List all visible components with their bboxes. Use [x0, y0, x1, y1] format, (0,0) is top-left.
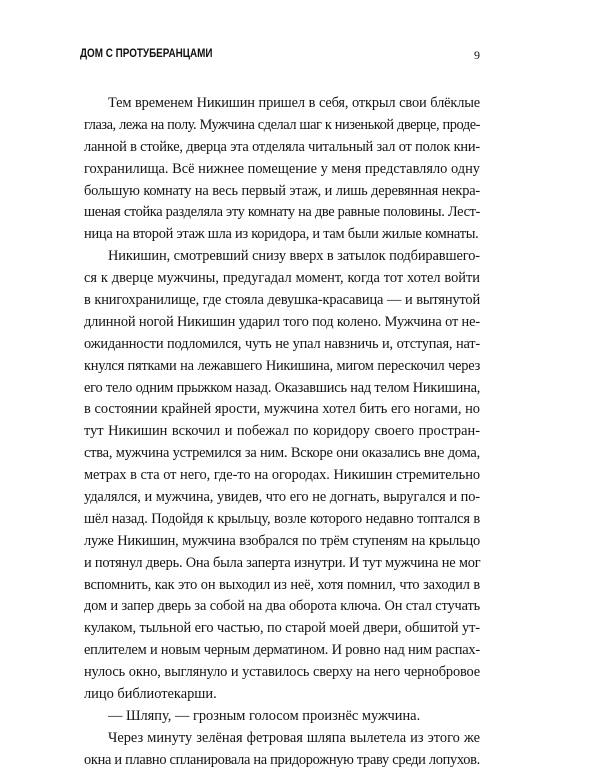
text-line: Никишин, смотревший снизу вверх в затылок подбиравшего-: [108, 248, 480, 265]
text-line: кулаком, тыльной его частью, по старой моей двери, обшитой ут-: [84, 620, 480, 637]
text-line: гохранилища. Всё нижнее помещение у меня представляло одну: [84, 160, 480, 177]
body-text: [84, 93, 480, 772]
text-line: ства, мужчина устремился за ним. Вскоре они оказались вне дома,: [84, 445, 480, 462]
text-line: его тело одним прыжком назад. Оказавшись над телом Никишина,: [84, 379, 481, 396]
text-line: нулось окно, выглянуло и уставилось сверху на него чернобровое: [84, 664, 480, 681]
text-line: большую комнату на весь первый этаж, и лишь деревянная некра-: [84, 182, 480, 199]
text-line: еплителем и новым черным дерматином. И ровно над ним распах-: [84, 642, 480, 659]
text-line: Тем временем Никишин пришел в себя, открыл свои блёклые: [108, 95, 480, 111]
text-line: Через минуту зелёная фетровая шляпа вылетела из этого же: [108, 729, 480, 746]
running-title: ДОМ С ПРОТУБЕРАНЦАМИ: [80, 48, 213, 60]
text-line: кнулся пятками на лежавшего Никишина, мигом перескочил через: [84, 357, 480, 374]
text-line: в состоянии крайней ярости, мужчина хотел бить его ногами, но: [84, 401, 480, 418]
text-line: — Шляпу, — грозным голосом произнёс мужчина.: [108, 707, 421, 724]
text-line: ница на второй этаж шла из коридора, и там были жилые комнаты.: [84, 226, 479, 243]
text-line: луже Никишин, мужчина взобрался по трём ступеням на крыльцо: [84, 532, 480, 549]
text-line: ся к дверце мужчины, предугадал момент, когда тот хотел войти: [84, 270, 480, 287]
text-line: ожиданности подломился, чуть не упал навзничь и, отступая, нат-: [84, 335, 480, 352]
text-line: метрах в ста от него, где-то на огородах. Никишин стремительно: [84, 467, 480, 484]
text-line: в книгохранилище, где стояла девушка-красавица — и вытянутой: [84, 292, 480, 309]
text-line: и потянул дверь. Она была заперта изнутри. И тут мужчина не мог: [84, 554, 481, 571]
text-line: удалялся, и мужчина, увидев, что его не догнать, выругался и по-: [84, 489, 480, 506]
text-line: лицо библиотекарши.: [84, 686, 217, 703]
text-line: вспомнить, как это он выходил из неё, хотя помнил, что заходил в: [84, 576, 480, 593]
page-number: 9: [474, 48, 480, 62]
text-line: шеная стойка разделяла эту комнату на две равные половины. Лест-: [84, 204, 480, 221]
text-line: длинной ногой Никишин ударил того под колено. Мужчина от не-: [84, 313, 480, 330]
text-line: глаза, лежа на полу. Мужчина сделал шаг к низенькой дверце, проде-: [84, 116, 480, 133]
text-line: окна и плавно спланировала на придорожную траву среди лопухов.: [84, 751, 480, 768]
text-line: ланной в стойке, дверца эта отделяла читальный зал от полок кни-: [84, 138, 480, 155]
text-line: шёл назад. Подойдя к крыльцу, возле которого недавно топтался в: [84, 510, 480, 527]
text-line: тут Никишин вскочил и побежал по коридору своего простран-: [84, 423, 480, 440]
text-line: дом и запер дверь за собой на два оборота ключа. Он стал стучать: [84, 598, 480, 615]
